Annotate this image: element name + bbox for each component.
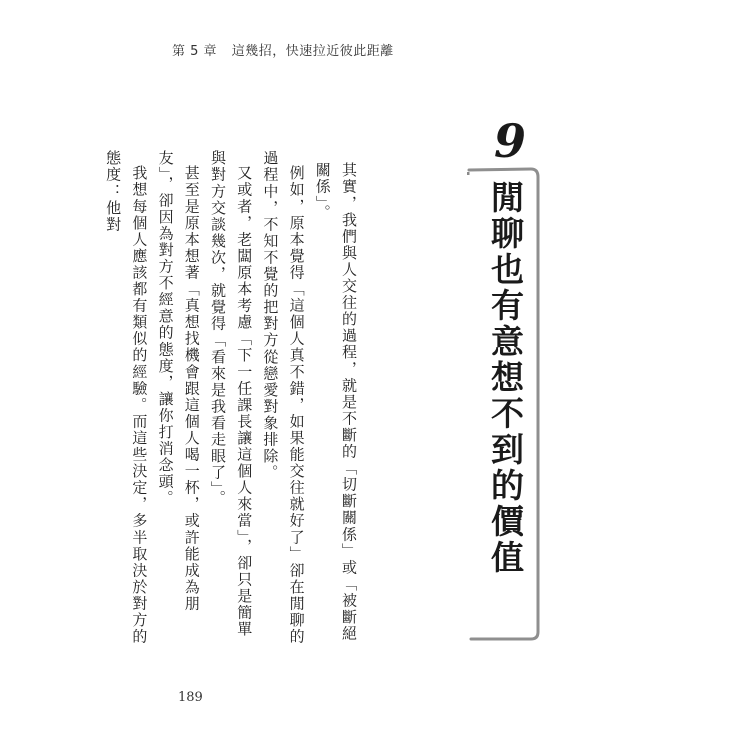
paragraph-5: 我想每個人應該都有類似的經驗。而這些決定，多半取決於對方的態度：他對 (104, 150, 149, 645)
chapter-title-header: 這幾招，快速拉近彼此距離 (231, 44, 394, 59)
paragraph-4: 甚至是原本想著「真想找機會跟這個人喝一杯，或許能成為朋友」，卻因為對方不經意的態度，讓你打消念頭。 (156, 150, 201, 612)
paragraph-1: 其實，我們與人交往的過程，就是不斷的「切斷關係」或「被斷絕關係」。 (313, 162, 358, 642)
body-text (100, 150, 362, 650)
paragraph-2: 例如，原本覺得「這個人真不錯，如果能交往就好了」卻在閒聊的過程中，不知不覺的把對方從戀愛對象排除。 (261, 150, 306, 645)
paragraph-3: 又或者，老闆原本考慮「下一任課長讓這個人來當」，卻只是簡單與對方交談幾次，就覺得「看來是我看走眼了」。 (208, 150, 254, 638)
page-number: 189 (178, 690, 203, 705)
section-title: 閒聊也有意想不到的價值 (486, 180, 525, 576)
chapter-label: 第 5 章 (172, 44, 218, 59)
running-header (172, 40, 394, 59)
section-number: 9 (493, 114, 526, 168)
